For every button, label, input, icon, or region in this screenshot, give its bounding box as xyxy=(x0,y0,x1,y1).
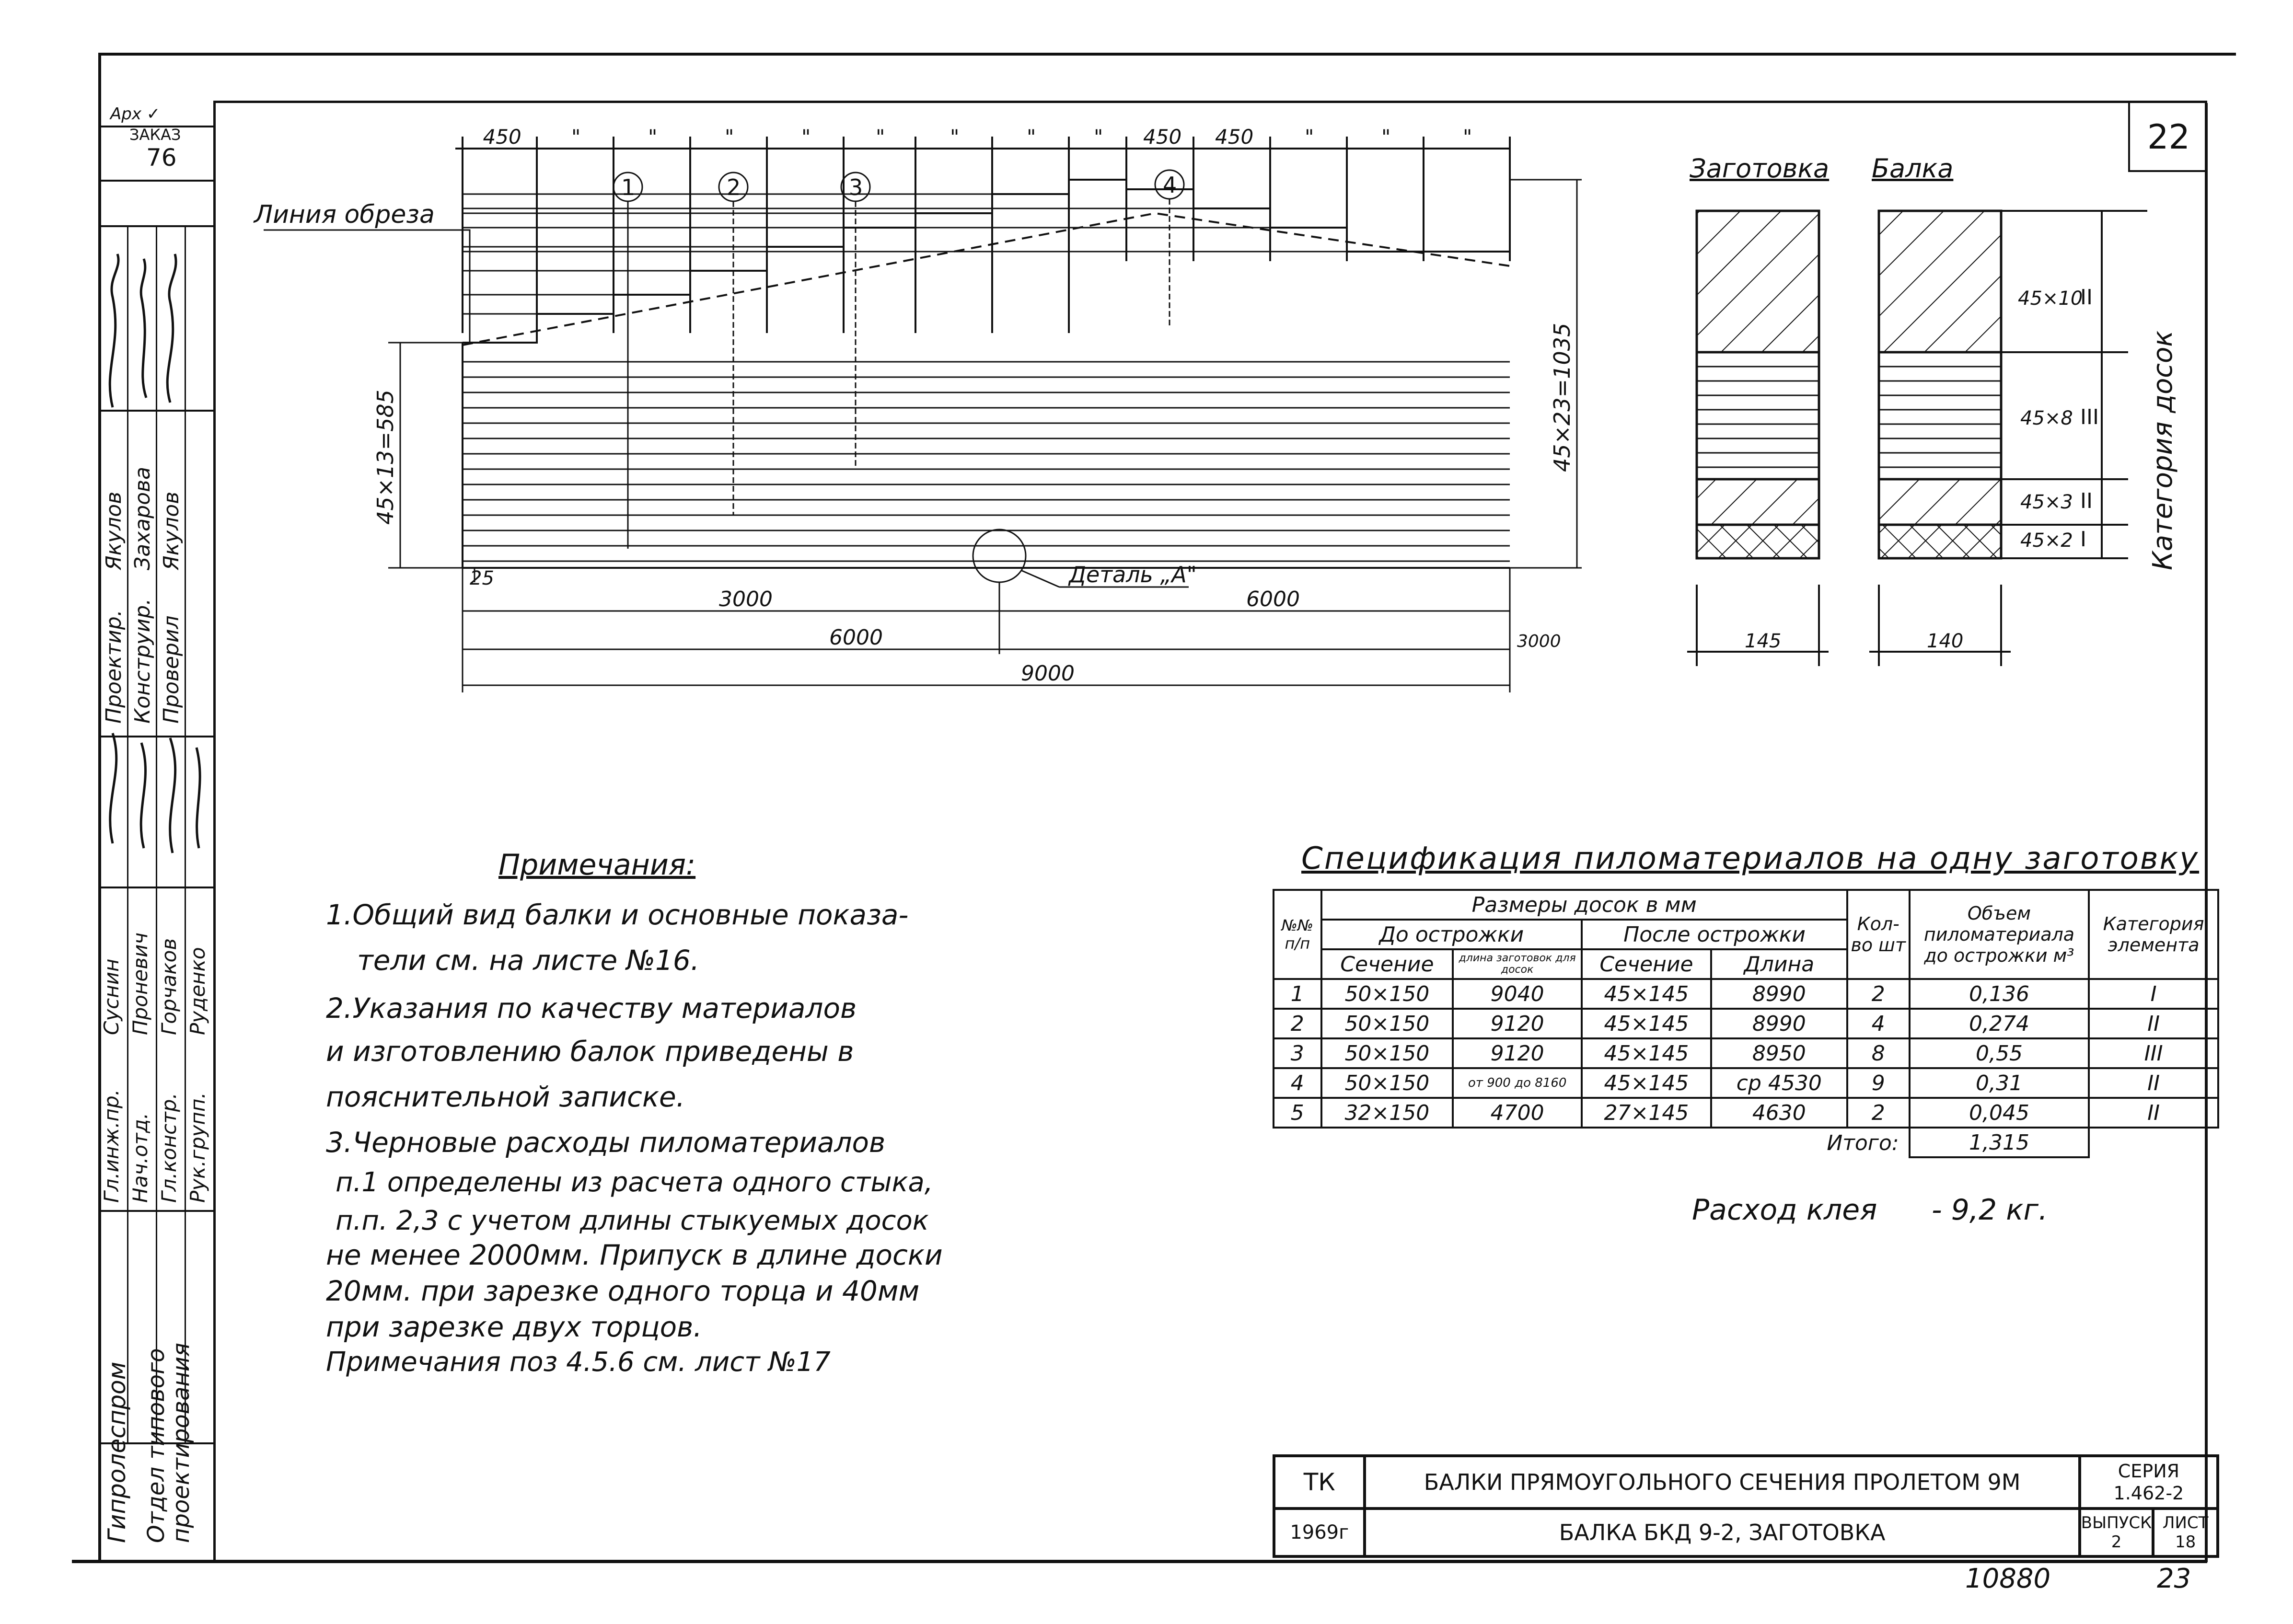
cell-len: ср 4530 xyxy=(1711,1068,1847,1098)
issue-value: 2 xyxy=(2111,1532,2122,1552)
cell-sec: 50×150 xyxy=(1321,1038,1453,1068)
spec-title: Спецификация пиломатериалов на одну заготовку xyxy=(1301,841,2200,876)
small-dim: 25 xyxy=(470,567,494,589)
archive-mark: Арх ✓ xyxy=(110,104,161,124)
h-blank-len: длина заготовок для досок xyxy=(1453,949,1582,979)
cell-cat: II xyxy=(2089,1009,2218,1038)
beam-label: Балка xyxy=(1872,153,1954,184)
cut-line-label: Линия обреза xyxy=(254,200,435,229)
cell-sec: 50×150 xyxy=(1321,1009,1453,1038)
note-line-9: не менее 2000мм. Припуск в длине доски xyxy=(326,1239,943,1271)
cell-n: 1 xyxy=(1274,979,1321,1009)
series-value: 1.462-2 xyxy=(2113,1483,2184,1504)
cell-sec2: 45×145 xyxy=(1582,979,1711,1009)
cell-len: 8990 xyxy=(1711,1009,1847,1038)
cell-sec2: 45×145 xyxy=(1582,1038,1711,1068)
h-section: Сечение xyxy=(1321,949,1453,979)
bottom-sheet: 23 xyxy=(2157,1563,2191,1594)
top-dim-label: " xyxy=(571,125,581,149)
cell-blen: 9040 xyxy=(1453,979,1582,1009)
layer-3-size: 45×3 xyxy=(2020,491,2073,513)
cell-vol: 0,136 xyxy=(1910,979,2089,1009)
cell-vol: 0,045 xyxy=(1910,1098,2089,1128)
cell-cat: II xyxy=(2089,1068,2218,1098)
notes-title: Примечания: xyxy=(498,848,696,882)
cell-sec: 50×150 xyxy=(1321,1068,1453,1098)
sheet-value: 18 xyxy=(2175,1532,2196,1552)
role-chief-constructor: Гл.констр. xyxy=(157,1093,181,1203)
marker-3: 3 xyxy=(849,174,863,200)
spec-table xyxy=(1273,889,2219,1158)
cell-len: 8990 xyxy=(1711,979,1847,1009)
top-dim-label: " xyxy=(801,125,811,149)
h-num: №№ п/п xyxy=(1274,890,1321,979)
h-sizes: Размеры досок в мм xyxy=(1321,890,1847,920)
cell-n: 3 xyxy=(1274,1038,1321,1068)
note-line-3: 2.Указания по качеству материалов xyxy=(326,992,857,1025)
role-chief-engineer: Гл.инж.пр. xyxy=(100,1089,123,1203)
section-drawing xyxy=(1668,201,2147,680)
cell-n: 5 xyxy=(1274,1098,1321,1128)
order-label: ЗАКАЗ xyxy=(129,126,181,144)
total-value: 1,315 xyxy=(1910,1128,2089,1157)
h-length: Длина xyxy=(1711,949,1847,979)
role-designer: Проектир. xyxy=(102,610,126,724)
top-dim-label: 450 xyxy=(1215,125,1254,149)
table-row xyxy=(1274,1038,2218,1068)
top-dim-label: " xyxy=(1094,125,1103,149)
name-chief-engineer: Суснин xyxy=(100,958,123,1035)
note-line-5: пояснительной записке. xyxy=(326,1081,685,1113)
stamp-title-2: БАЛКА БКД 9-2, ЗАГОТОВКА xyxy=(1365,1509,2079,1556)
stamp-block xyxy=(1273,1454,2219,1558)
cell-len: 4630 xyxy=(1711,1098,1847,1128)
layer-3-cat: II xyxy=(2080,489,2093,513)
cell-qty: 2 xyxy=(1847,1098,1910,1128)
stamp-title-1: БАЛКИ ПРЯМОУГОЛЬНОГО СЕЧЕНИЯ ПРОЛЕТОМ 9М xyxy=(1365,1456,2079,1509)
name-checker: Якулов xyxy=(159,491,184,570)
layer-1-cat: II xyxy=(2080,285,2093,310)
name-group-head: Руденко xyxy=(186,947,209,1035)
cell-sec2: 45×145 xyxy=(1582,1009,1711,1038)
cell-vol: 0,31 xyxy=(1910,1068,2089,1098)
cell-len: 8950 xyxy=(1711,1038,1847,1068)
table-row xyxy=(1274,1068,2218,1098)
name-chief-constructor: Горчаков xyxy=(157,938,181,1035)
layer-1-size: 45×10 xyxy=(2018,288,2083,310)
h-qty: Кол-во шт xyxy=(1847,890,1910,979)
cell-sec: 32×150 xyxy=(1321,1098,1453,1128)
layer-4-cat: I xyxy=(2080,527,2086,552)
glue-label: Расход клея xyxy=(1692,1193,1877,1227)
name-constructor: Захарова xyxy=(130,467,155,570)
signatures xyxy=(98,225,213,1212)
glue-value: - 9,2 кг. xyxy=(1932,1193,2048,1227)
cell-blen: 9120 xyxy=(1453,1009,1582,1038)
table-row xyxy=(1274,1098,2218,1128)
top-dim-label: " xyxy=(950,125,960,149)
cell-qty: 9 xyxy=(1847,1068,1910,1098)
marker-1: 1 xyxy=(621,174,636,200)
cell-vol: 0,274 xyxy=(1910,1009,2089,1038)
cell-n: 4 xyxy=(1274,1068,1321,1098)
top-dim-label: 450 xyxy=(1143,125,1182,149)
note-line-10: 20мм. при зарезке одного торца и 40мм xyxy=(326,1275,920,1307)
note-line-1: 1.Общий вид балки и основные показа- xyxy=(326,898,909,931)
beam-drawing xyxy=(216,103,1582,702)
frame-bottom xyxy=(72,1560,2207,1563)
stamp-code: ТК xyxy=(1274,1456,1365,1509)
sheet-number: 22 xyxy=(2147,117,2190,157)
cell-blen: от 900 до 8160 xyxy=(1453,1068,1582,1098)
cell-cat: III xyxy=(2089,1038,2218,1068)
cell-vol: 0,55 xyxy=(1910,1038,2089,1068)
role-checker: Проверил xyxy=(159,615,184,724)
sheet-label: ЛИСТ xyxy=(2162,1513,2209,1532)
dim-6000-right: 6000 xyxy=(1246,587,1300,611)
cell-qty: 2 xyxy=(1847,979,1910,1009)
h-volume: Объем пиломатериала до острожки м³ xyxy=(1910,890,2089,979)
top-dim-label: " xyxy=(1463,125,1472,149)
layer-2-cat: III xyxy=(2080,405,2099,429)
top-dim-label: 450 xyxy=(483,125,521,149)
series-label: СЕРИЯ xyxy=(2118,1461,2180,1482)
note-line-11: при зарезке двух торцов. xyxy=(326,1311,702,1343)
top-dim-label: " xyxy=(876,125,885,149)
h-section2: Сечение xyxy=(1582,949,1711,979)
top-dim-label: " xyxy=(648,125,658,149)
issue-label: ВЫПУСК xyxy=(2081,1513,2152,1532)
cell-sec2: 27×145 xyxy=(1582,1098,1711,1128)
note-line-4: и изготовлению балок приведены в xyxy=(326,1035,854,1068)
name-dept-head: Проневич xyxy=(128,932,152,1035)
h-before: До острожки xyxy=(1321,920,1582,949)
total-label: Итого: xyxy=(1274,1128,1910,1157)
role-constructor: Конструир. xyxy=(130,598,155,724)
dim-3000-right: 3000 xyxy=(1517,632,1561,651)
cell-n: 2 xyxy=(1274,1009,1321,1038)
right-height-dim: 45×23=1035 xyxy=(1549,322,1575,472)
note-line-6: 3.Черновые расходы пиломатериалов xyxy=(326,1126,886,1159)
top-dim-label: " xyxy=(1027,125,1036,149)
note-line-7: п.1 определены из расчета одного стыка, xyxy=(336,1167,933,1198)
table-row xyxy=(1274,1009,2218,1038)
top-dim-label: " xyxy=(1305,125,1314,149)
frame-right xyxy=(2205,103,2208,1562)
h-after: После острожки xyxy=(1582,920,1847,949)
cell-blen: 4700 xyxy=(1453,1098,1582,1128)
top-dim-label: " xyxy=(1381,125,1391,149)
organization-name: Гипролеспром xyxy=(103,1361,131,1543)
stamp-year: 1969г xyxy=(1274,1509,1365,1556)
width-beam: 140 xyxy=(1927,630,1964,652)
detail-label: Деталь „А" xyxy=(1069,562,1197,587)
note-line-2: тели см. на листе №16. xyxy=(357,944,700,977)
cell-qty: 8 xyxy=(1847,1038,1910,1068)
layer-4-size: 45×2 xyxy=(2020,530,2073,552)
dim-6000-left: 6000 xyxy=(829,625,883,650)
h-category: Категория элемента xyxy=(2089,890,2218,979)
bottom-number: 10880 xyxy=(1965,1563,2051,1594)
layer-2-size: 45×8 xyxy=(2020,407,2073,429)
dim-3000: 3000 xyxy=(719,587,773,611)
category-label: Категория досок xyxy=(2147,330,2178,570)
cell-qty: 4 xyxy=(1847,1009,1910,1038)
cell-sec2: 45×145 xyxy=(1582,1068,1711,1098)
marker-2: 2 xyxy=(727,174,741,200)
frame-top xyxy=(98,53,2236,56)
dim-9000: 9000 xyxy=(1021,661,1075,686)
blank-label: Заготовка xyxy=(1690,153,1830,184)
name-designer: Якулов xyxy=(102,491,126,570)
cell-sec: 50×150 xyxy=(1321,979,1453,1009)
marker-4: 4 xyxy=(1163,172,1177,198)
top-dim-label: " xyxy=(725,125,734,149)
left-height-dim: 45×13=585 xyxy=(372,390,398,525)
width-blank: 145 xyxy=(1745,630,1782,652)
order-number: 76 xyxy=(146,144,177,172)
cell-cat: I xyxy=(2089,979,2218,1009)
note-line-12: Примечания поз 4.5.6 см. лист №17 xyxy=(326,1347,831,1378)
table-row xyxy=(1274,979,2218,1009)
cell-blen: 9120 xyxy=(1453,1038,1582,1068)
role-group-head: Рук.групп. xyxy=(186,1092,209,1203)
role-dept-head: Нач.отд. xyxy=(128,1112,152,1203)
note-line-8: п.п. 2,3 с учетом длины стыкуемых досок xyxy=(336,1205,929,1236)
department-name: Отдел типового проектирования xyxy=(143,1343,195,1543)
cell-cat: II xyxy=(2089,1098,2218,1128)
